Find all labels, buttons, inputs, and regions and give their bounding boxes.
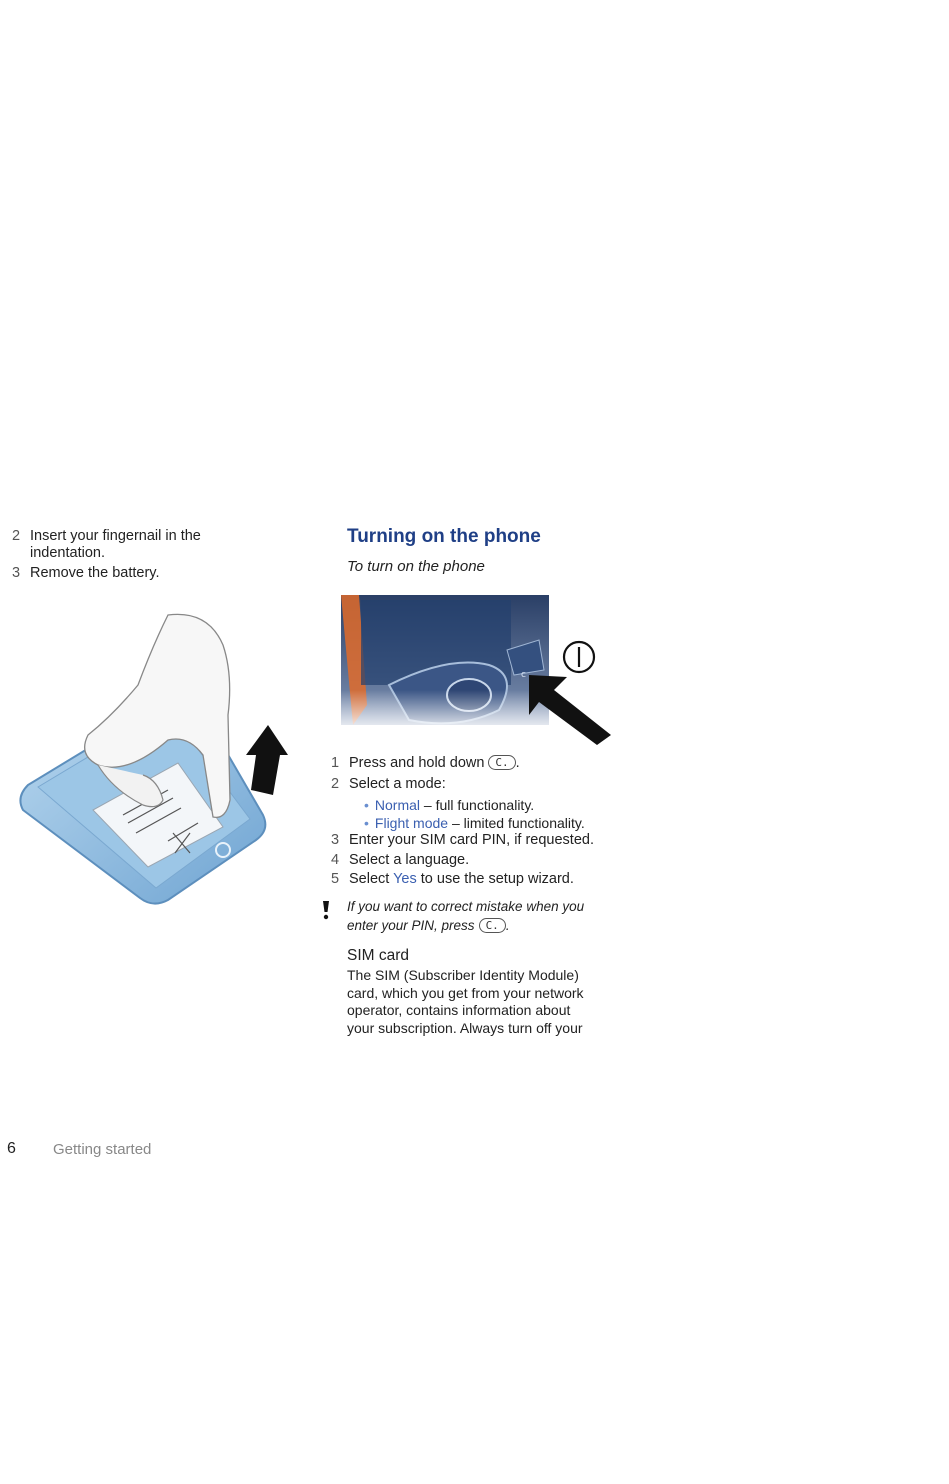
step-text: Enter your SIM card PIN, if requested.: [349, 832, 594, 848]
mode-bullet-flight: [364, 814, 644, 832]
step-number: 5: [331, 871, 340, 887]
step-4: [331, 851, 631, 871]
step-number: 3: [331, 832, 340, 848]
note-line1: If you want to correct mistake when you: [347, 899, 585, 914]
section-subtitle: To turn on the phone: [347, 558, 485, 575]
note-line2: [347, 916, 647, 935]
c-key-icon: C.: [488, 755, 515, 770]
note-end: .: [505, 918, 510, 933]
svg-text:c: c: [521, 670, 526, 680]
mode-description: – limited functionality.: [448, 815, 585, 831]
bullet-icon: •: [364, 797, 369, 813]
footer-section-name: Getting started: [53, 1141, 152, 1158]
step-1: [331, 754, 631, 774]
step-number: 2: [12, 528, 21, 544]
step-text: Select a language.: [349, 852, 470, 868]
step-2: [331, 775, 631, 795]
left-step-2: [12, 527, 312, 567]
step-text-line1: Insert your fingernail in the: [30, 528, 201, 544]
sim-body-line: your subscription. Always turn off your: [347, 1019, 583, 1036]
step-5: [331, 870, 631, 890]
step-option-yes: Yes: [393, 871, 417, 887]
note-line2-text: enter your PIN, press: [347, 918, 475, 933]
step-number: 2: [331, 776, 340, 792]
bullet-icon: •: [364, 815, 369, 831]
battery-removal-illustration: [18, 605, 293, 910]
c-key-icon: C.: [479, 918, 506, 933]
left-step-3: [12, 564, 312, 584]
step-text-post: to use the setup wizard.: [416, 871, 574, 887]
step-number: 4: [331, 852, 340, 868]
power-icon: [564, 642, 594, 672]
step-3: [331, 831, 631, 851]
step-text: [349, 870, 574, 888]
step-text: Remove the battery.: [30, 565, 160, 581]
step-text-label: Press and hold down: [349, 755, 485, 771]
step-text: Select a mode:: [349, 776, 446, 792]
phone-keypad-illustration: [339, 595, 619, 745]
sim-card-body: [347, 967, 647, 1037]
sim-body-line: operator, contains information about: [347, 1002, 571, 1018]
note-text: [347, 897, 647, 935]
sim-body-line: The SIM (Subscriber Identity Module): [347, 967, 579, 983]
step-number: 3: [12, 565, 21, 581]
sim-card-heading: SIM card: [347, 947, 410, 964]
section-title: Turning on the phone: [347, 526, 541, 547]
sim-body-line: card, which you get from your network: [347, 984, 584, 1001]
mode-bullet-normal: [364, 796, 644, 814]
step-text-line2: indentation.: [30, 545, 105, 561]
step-number: 1: [331, 755, 340, 771]
mode-name-normal: Normal: [374, 797, 421, 813]
exclamation-icon: [321, 900, 331, 920]
step-text: Press and hold down C. .: [349, 755, 520, 771]
step-text-pre: Select: [349, 871, 394, 887]
mode-name-flight: Flight mode: [374, 815, 449, 831]
page-number: 6: [7, 1140, 16, 1157]
mode-description: – full functionality.: [420, 797, 535, 813]
